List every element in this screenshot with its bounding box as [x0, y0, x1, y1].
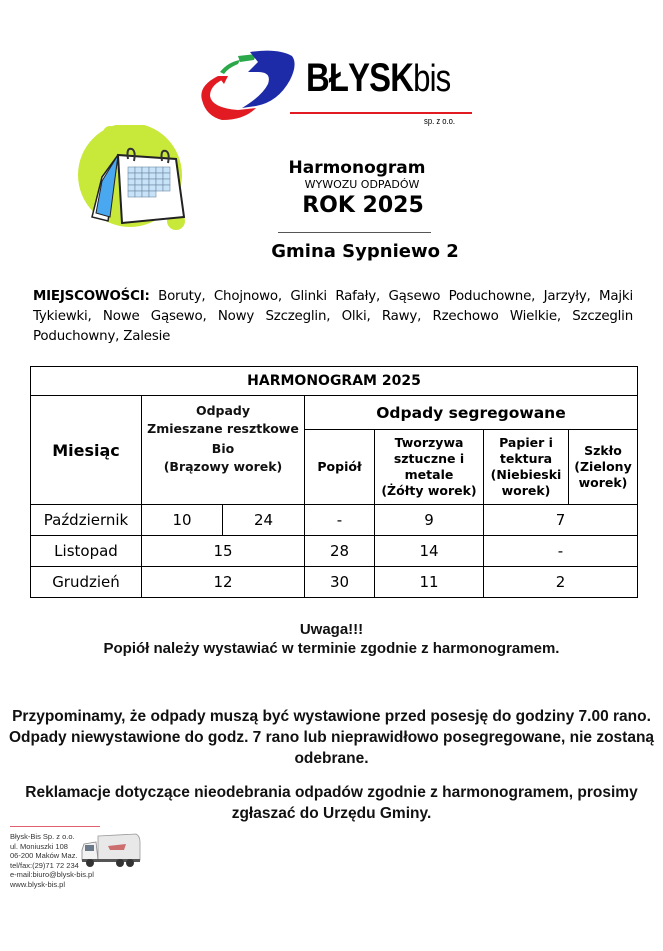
document-title: Harmonogram — [288, 158, 426, 178]
schedule-table — [30, 366, 638, 598]
logo-underline — [290, 112, 472, 114]
warning-note — [0, 620, 663, 658]
paper-header-line: tektura — [499, 451, 553, 466]
mixed-cell: 10 — [142, 505, 223, 536]
mixed-header-line: (Brązowy worek) — [163, 459, 283, 474]
bio-cell: 24 — [223, 505, 305, 536]
plastics-header-line: (Żółty worek) — [381, 483, 477, 498]
footer-company: Błysk-Bis Sp. z o.o. — [10, 832, 75, 841]
table-title: HARMONOGRAM 2025 — [31, 367, 638, 396]
localities-label: MIEJSCOWOŚCI: — [33, 289, 150, 304]
plastics-cell: 11 — [375, 567, 484, 598]
complaints-note: Reklamacje dotyczące nieodebrania odpadów zgodnie z harmonogramem, prosimy zgłaszać do Urzędu Gminy. — [25, 784, 638, 822]
paper-glass-cell: 7 — [484, 505, 638, 536]
column-group-segregated: Odpady segregowane — [305, 396, 638, 430]
month-cell: Grudzień — [31, 567, 142, 598]
column-header-paper — [484, 430, 569, 505]
logo-brand-main: BŁYSK — [306, 56, 414, 100]
column-header-month: Miesiąc — [31, 396, 142, 505]
mixed-header-line: Zmieszane resztkowe — [147, 421, 299, 436]
plastics-cell: 14 — [375, 536, 484, 567]
title-divider — [278, 232, 431, 233]
plastics-cell: 9 — [375, 505, 484, 536]
paper-glass-cell: 2 — [484, 567, 638, 598]
table-row — [31, 536, 638, 567]
company-logo — [198, 50, 478, 130]
ash-cell: 28 — [305, 536, 375, 567]
document-year: ROK 2025 — [302, 193, 424, 218]
footer-divider — [10, 826, 100, 827]
column-header-ash: Popiół — [305, 430, 375, 505]
table-row — [31, 567, 638, 598]
paper-glass-cell: - — [484, 536, 638, 567]
month-cell: Listopad — [31, 536, 142, 567]
logo-swoosh-icon — [198, 50, 308, 130]
warning-title: Uwaga!!! — [299, 621, 364, 638]
garbage-truck-icon — [80, 832, 142, 870]
paper-header-line: Papier i — [499, 435, 553, 450]
title-block — [230, 158, 500, 220]
reminder-note: Przypominamy, że odpady muszą być wystawione przed posesję do godziny 7.00 rano. Odpady niewystawione do godz. 7 rano lub nieprawidłowo posegregowane, nie zostaną odebrane. — [8, 708, 655, 767]
month-cell: Październik — [31, 505, 142, 536]
municipality-heading: Gmina Sypniewo 2 — [271, 241, 459, 262]
warning-text: Popiół należy wystawiać w terminie zgodnie z harmonogramem. — [103, 640, 560, 657]
calendar-icon — [72, 125, 192, 240]
column-header-plastics — [375, 430, 484, 505]
plastics-header-line: sztuczne i — [393, 451, 465, 466]
table-row — [31, 505, 638, 536]
paper-header-line: (Niebieski — [490, 467, 562, 482]
logo-brand-suffix: bis — [413, 58, 451, 100]
document-subtitle: WYWOZU ODPADÓW — [304, 178, 420, 191]
mixed-bio-cell: 12 — [142, 567, 305, 598]
glass-header-line: worek) — [578, 475, 628, 490]
glass-header-line: Szkło — [584, 443, 622, 458]
mixed-header-line: Bio — [211, 441, 235, 456]
footer-website[interactable]: www.blysk-bis.pl — [10, 879, 66, 889]
ash-cell: 30 — [305, 567, 375, 598]
logo-company-form: sp. z o.o. — [424, 116, 456, 126]
footer-street: ul. Moniuszki 108 — [10, 841, 68, 851]
paper-header-line: worek) — [501, 483, 551, 498]
plastics-header-line: metale — [404, 467, 454, 482]
glass-header-line: (Zielony — [574, 459, 632, 474]
column-header-glass — [569, 430, 638, 505]
footer-email[interactable]: e-mail:biuro@blysk-bis.pl — [10, 870, 94, 880]
localities-list: Boruty, Chojnowo, Glinki Rafały, Gąsewo Poduchowne, Jarzyły, Majki Tykiewki, Nowe Gąsewo, Nowy Szczeglin, Olki, Rawy, Rzechowo Wielkie, Szczeglin Poduchowny, Zalesie — [33, 289, 633, 344]
footer-phone: tel/fax:(29)71 72 234 — [10, 860, 79, 870]
footer-city: 06-200 Maków Maz. — [10, 851, 78, 861]
plastics-header-line: Tworzywa — [394, 435, 464, 450]
mixed-header-line: Odpady — [195, 403, 251, 418]
column-header-mixed-bio — [142, 396, 305, 505]
ash-cell: - — [305, 505, 375, 536]
mixed-bio-cell: 15 — [142, 536, 305, 567]
localities-paragraph — [33, 287, 633, 347]
